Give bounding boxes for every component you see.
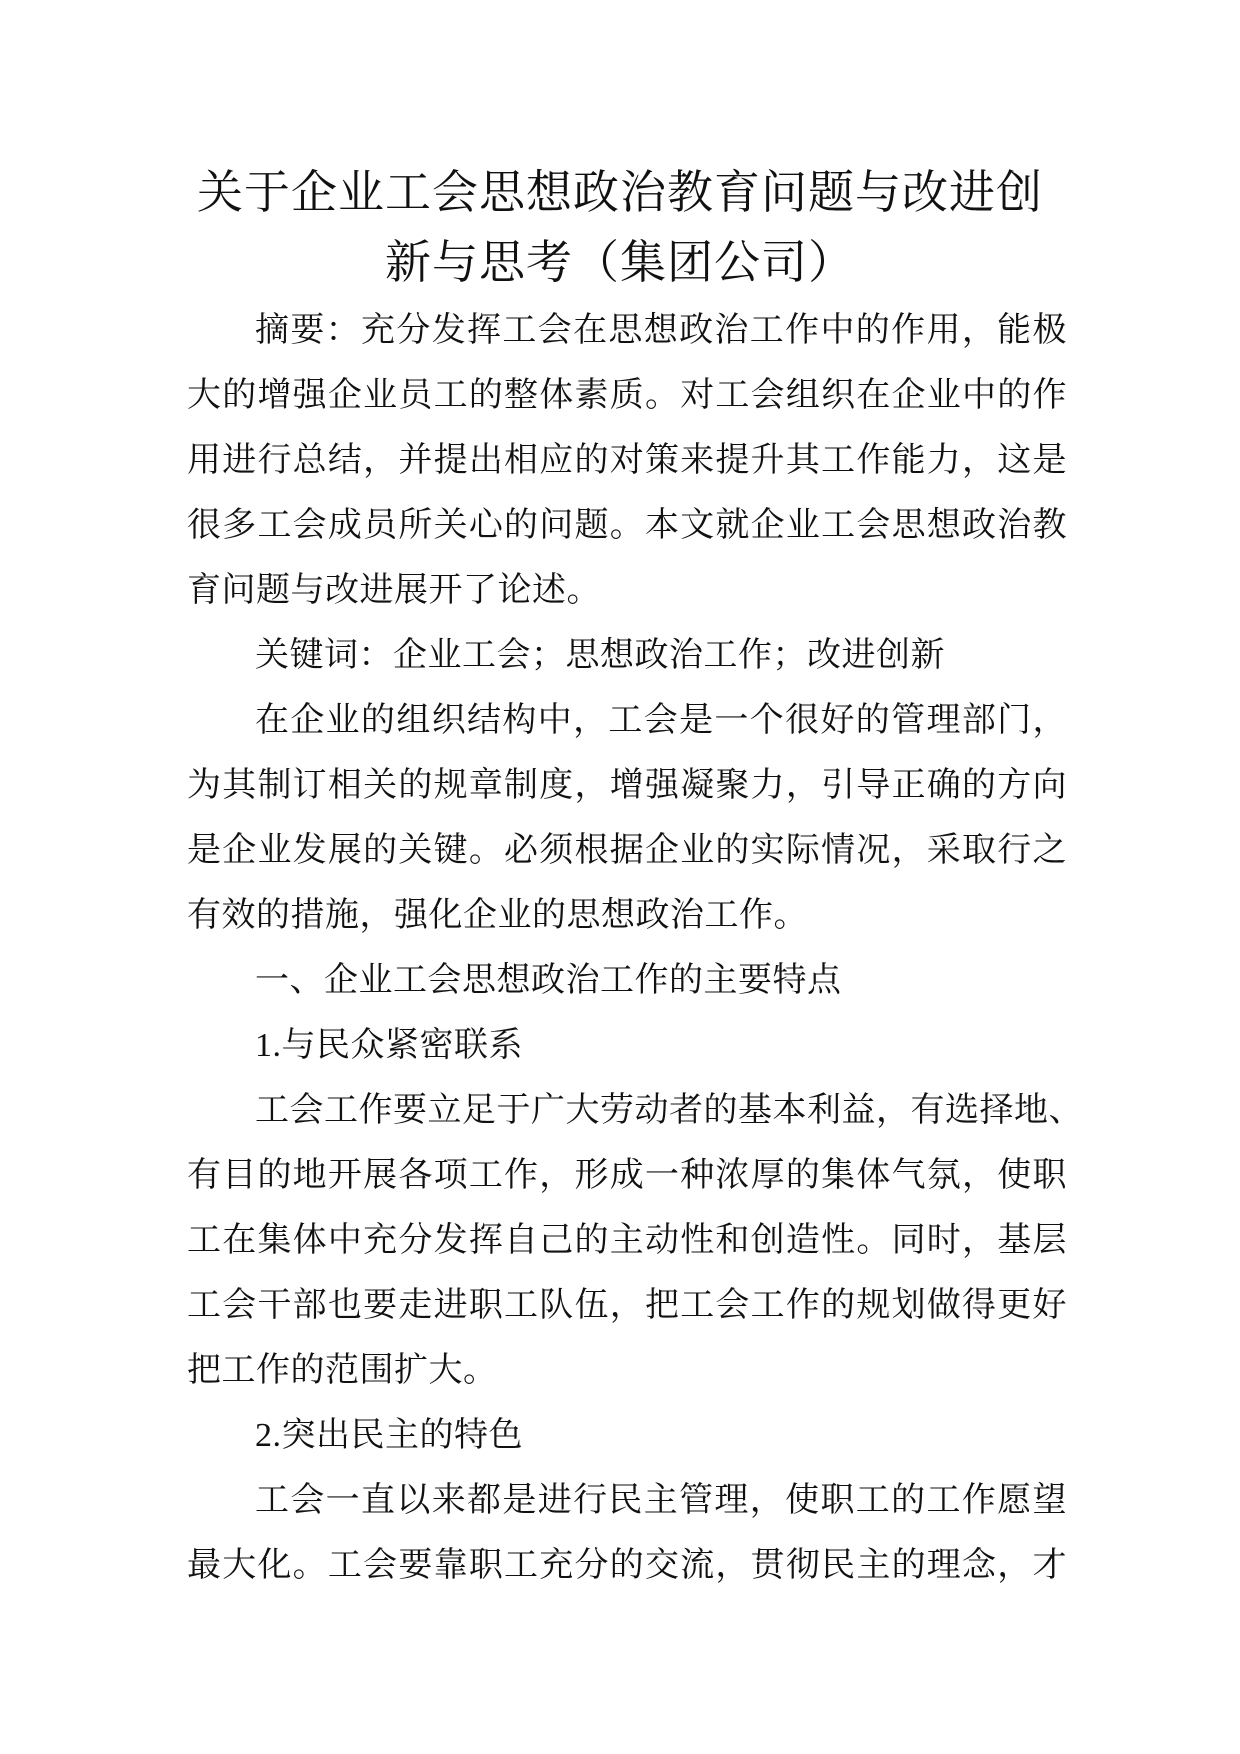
abstract-line: 育问题与改进展开了论述。 [187,570,601,610]
abstract-line: 很多工会成员所关心的问题。本文就企业工会思想政治教 [187,505,1067,545]
abstract-line: 摘要：充分发挥工会在思想政治工作中的作用，能极 [255,310,1067,350]
paragraph-line: 在企业的组织结构中，工会是一个很好的管理部门， [255,700,1067,740]
abstract-line: 用进行总结，并提出相应的对策来提升其工作能力，这是 [187,440,1067,480]
paragraph-line: 有效的措施，强化企业的思想政治工作。 [187,895,808,935]
keywords-line: 关键词：企业工会；思想政治工作；改进创新 [255,635,945,675]
section-heading: 一、企业工会思想政治工作的主要特点 [255,960,842,1000]
document-title-line-1: 关于企业工会思想政治教育问题与改进创 [197,165,1043,219]
paragraph-line: 为其制订相关的规章制度，增强凝聚力，引导正确的方向 [187,765,1067,805]
paragraph-line: 是企业发展的关键。必须根据企业的实际情况，采取行之 [187,830,1067,870]
paragraph-line: 工会一直以来都是进行民主管理，使职工的工作愿望 [255,1480,1067,1520]
paragraph-line: 工会工作要立足于广大劳动者的基本利益，有选择地、 [255,1090,1083,1130]
paragraph-line: 工会干部也要走进职工队伍，把工会工作的规划做得更好 [187,1285,1067,1325]
subsection-heading: 1.与民众紧密联系 [255,1027,523,1064]
document-body [187,298,1083,1598]
paragraph-line: 把工作的范围扩大。 [187,1350,498,1390]
document-title-line-2: 新与思考（集团公司） [385,235,855,289]
paragraph-line: 工在集体中充分发挥自己的主动性和创造性。同时，基层 [187,1220,1067,1260]
paragraph-line: 有目的地开展各项工作，形成一种浓厚的集体气氛，使职 [187,1155,1067,1195]
abstract-line: 大的增强企业员工的整体素质。对工会组织在企业中的作 [187,375,1067,415]
paragraph-line: 最大化。工会要靠职工充分的交流，贯彻民主的理念，才 [187,1545,1067,1585]
subsection-heading: 2.突出民主的特色 [255,1417,523,1454]
